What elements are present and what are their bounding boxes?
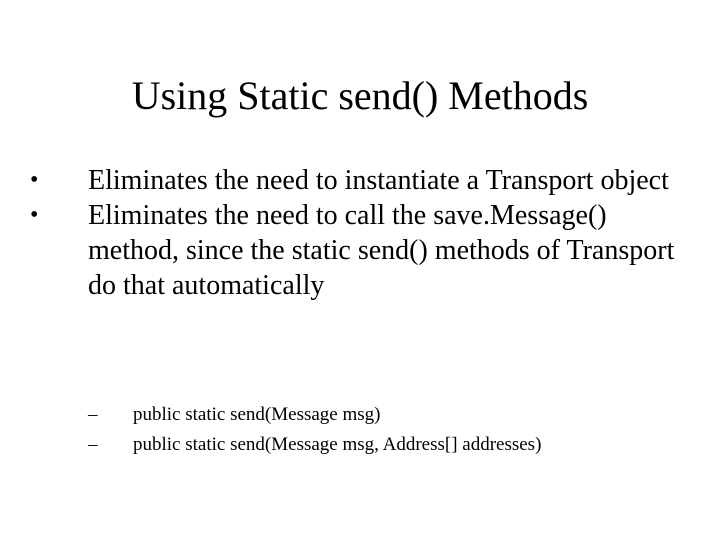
bullet-text: Eliminates the need to instantiate a Transport object bbox=[88, 165, 669, 196]
sub-bullet-text: public static send(Message msg) bbox=[133, 404, 381, 425]
bullet-text: Eliminates the need to call the save.Message() method, since the static send() methods of Transport do that automatically bbox=[88, 200, 675, 301]
bullet-dot-icon: • bbox=[30, 167, 39, 193]
dash-icon: – bbox=[88, 404, 98, 425]
sub-bullet-item bbox=[88, 430, 688, 460]
bullet-list bbox=[30, 163, 690, 303]
dash-icon: – bbox=[88, 434, 98, 455]
sub-bullet-text: public static send(Message msg, Address[] addresses) bbox=[133, 434, 542, 455]
sub-bullet-list bbox=[88, 400, 688, 460]
bullet-dot-icon: • bbox=[30, 202, 39, 228]
sub-bullet-item bbox=[88, 400, 688, 430]
bullet-item bbox=[30, 163, 690, 198]
slide-title: Using Static send() Methods bbox=[131, 73, 589, 118]
bullet-item bbox=[30, 198, 690, 303]
